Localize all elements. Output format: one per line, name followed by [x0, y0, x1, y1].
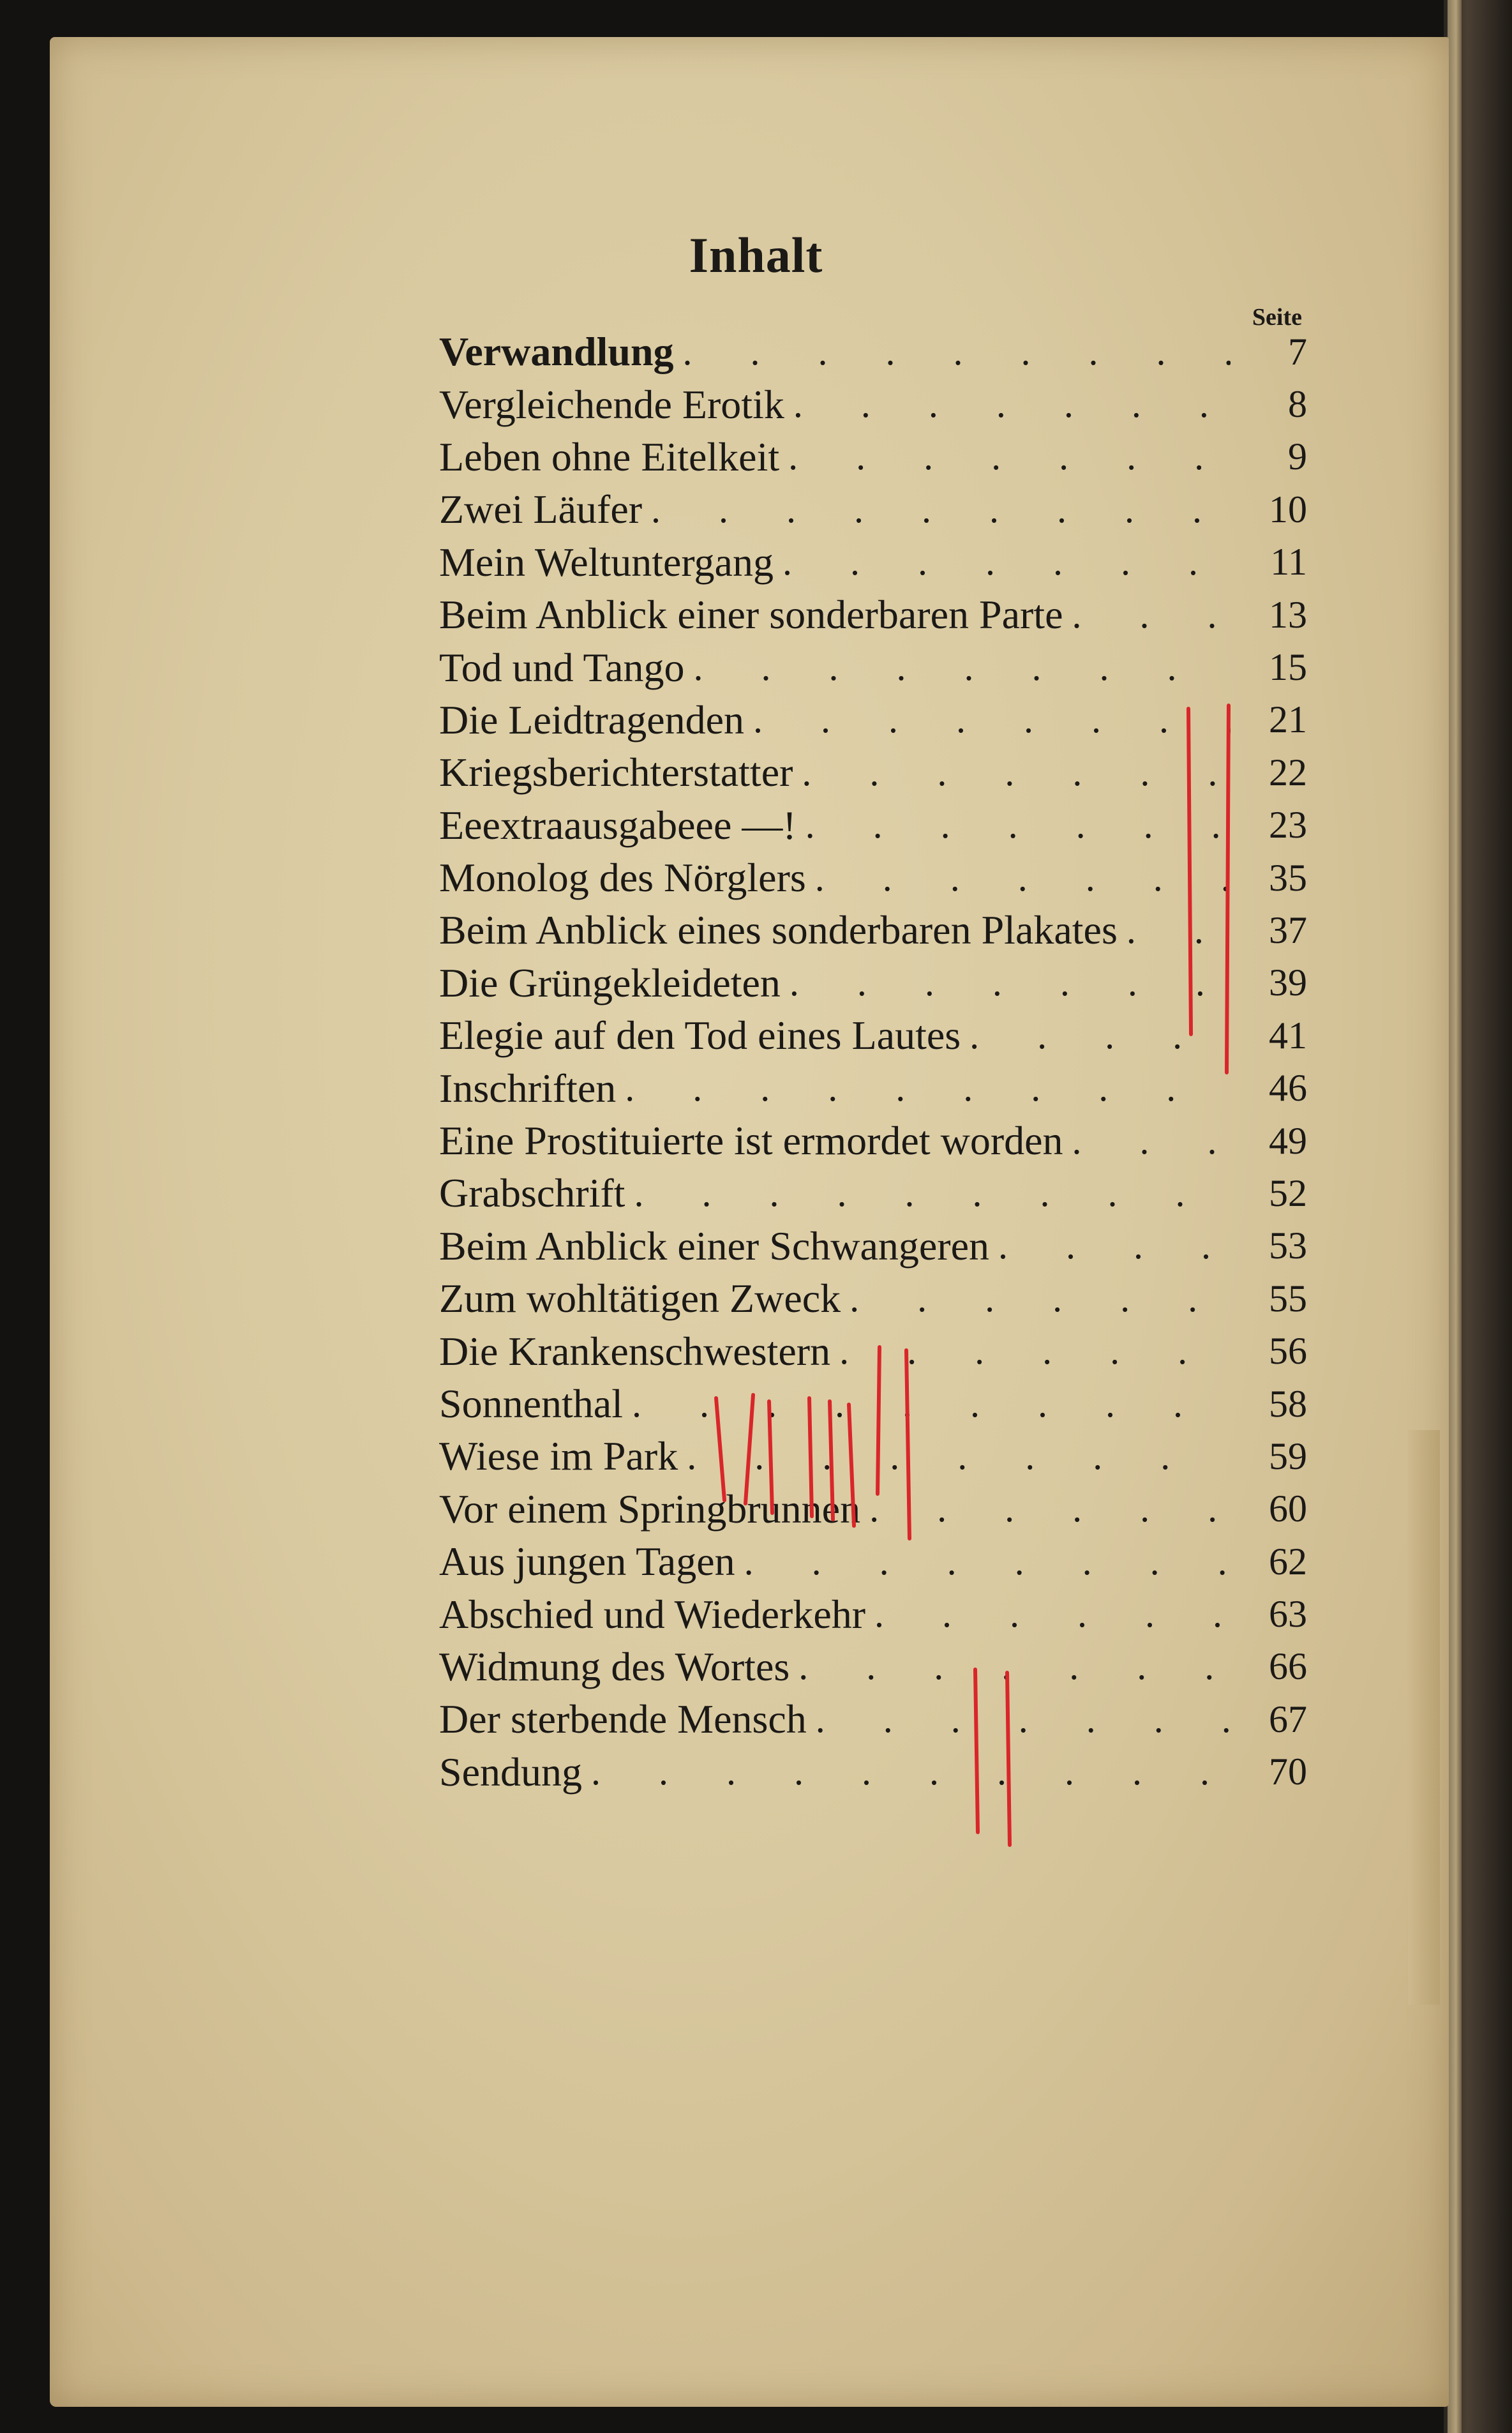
toc-entry-page: 41 [1269, 1014, 1307, 1057]
toc-entry [439, 1378, 1307, 1430]
toc-entry [439, 1535, 1307, 1588]
toc-entry-title: Eine Prostituierte ist ermordet worden [439, 1118, 1063, 1164]
toc-entry-page: 59 [1269, 1435, 1307, 1477]
toc-entry-page: 21 [1269, 698, 1307, 741]
toc-entry [439, 1588, 1307, 1640]
adjacent-page-edge [1448, 0, 1462, 2433]
toc-entry-page: 46 [1269, 1067, 1307, 1110]
toc-entry [439, 536, 1307, 589]
toc-entry-title: Die Grüngekleideten [439, 960, 781, 1006]
dot-leader [687, 1435, 1231, 1479]
toc-entry-page: 7 [1288, 330, 1307, 373]
dot-leader [744, 1540, 1231, 1584]
dot-leader [753, 698, 1231, 742]
toc-entry [439, 1693, 1307, 1745]
toc-entry [439, 1746, 1307, 1798]
toc-entry [439, 1167, 1307, 1219]
toc-entry-title: Elegie auf den Tod eines Lautes [439, 1013, 961, 1058]
toc-entry [439, 1430, 1307, 1482]
toc-entry-title: Verwandlung [439, 329, 674, 375]
toc-entry-page: 11 [1270, 541, 1307, 584]
page-title: Inhalt [689, 227, 823, 283]
toc-entry [439, 641, 1307, 693]
dot-leader [651, 488, 1231, 532]
toc-entry-page: 52 [1269, 1171, 1307, 1214]
toc-entry-page: 70 [1269, 1751, 1307, 1793]
toc-entry-page: 13 [1269, 593, 1307, 636]
toc-entry-page: 35 [1269, 856, 1307, 899]
table-of-contents [439, 326, 1307, 1798]
toc-entry-page: 22 [1269, 751, 1307, 794]
toc-entry [439, 799, 1307, 852]
dot-leader [632, 1382, 1231, 1426]
dot-leader [815, 856, 1231, 900]
dot-leader [998, 1224, 1231, 1268]
toc-entry [439, 378, 1307, 430]
dot-leader [625, 1066, 1231, 1110]
toc-entry-title: Wiese im Park [439, 1433, 678, 1479]
toc-entry [439, 1272, 1307, 1325]
toc-entry [439, 957, 1307, 1009]
dot-leader [816, 1698, 1231, 1742]
toc-entry-page: 67 [1269, 1698, 1307, 1740]
toc-entry-title: Leben ohne Eitelkeit [439, 433, 780, 479]
toc-entry [439, 1325, 1307, 1377]
toc-entry-page: 63 [1269, 1593, 1307, 1636]
page-edge-strip [1408, 1430, 1440, 2005]
toc-entry-title: Sonnenthal [439, 1381, 623, 1426]
toc-entry-title: Vor einem Springbrunnen [439, 1486, 861, 1532]
toc-entry [439, 1009, 1307, 1062]
dot-leader [850, 1277, 1231, 1321]
dot-leader [839, 1329, 1231, 1373]
toc-entry-title: Der sterbende Mensch [439, 1696, 807, 1742]
toc-entry-page: 9 [1288, 435, 1307, 478]
dot-leader [869, 1487, 1231, 1531]
toc-entry-page: 60 [1269, 1488, 1307, 1530]
dot-leader [874, 1592, 1231, 1636]
dot-leader [683, 330, 1231, 374]
toc-entry-title: Monolog des Nörglers [439, 855, 806, 901]
toc-entry [439, 1115, 1307, 1167]
toc-entry-title: Sendung [439, 1749, 582, 1795]
toc-entry-title: Eeextraausgabeee —! [439, 802, 797, 848]
toc-entry-title: Zwei Läufer [439, 486, 643, 532]
toc-entry-title: Beim Anblick eines sonderbaren Plakates [439, 907, 1118, 953]
dot-leader [782, 540, 1231, 584]
dot-leader [694, 645, 1231, 689]
toc-entry [439, 1220, 1307, 1272]
toc-entry-title: Beim Anblick einer Schwangeren [439, 1223, 989, 1269]
toc-entry-page: 15 [1269, 646, 1307, 689]
toc-entry-page: 23 [1269, 804, 1307, 847]
toc-entry [439, 852, 1307, 904]
toc-entry [439, 1062, 1307, 1114]
dot-leader [802, 751, 1231, 795]
toc-entry-title: Widmung des Wortes [439, 1643, 790, 1689]
toc-entry [439, 326, 1307, 378]
toc-entry [439, 589, 1307, 641]
toc-entry-title: Inschriften [439, 1065, 617, 1111]
toc-entry-title: Grabschrift [439, 1170, 625, 1216]
toc-entry-title: Die Krankenschwestern [439, 1328, 831, 1374]
toc-entry-title: Abschied und Wiederkehr [439, 1591, 866, 1637]
toc-entry [439, 904, 1307, 956]
toc-entry [439, 431, 1307, 483]
toc-entry-page: 55 [1269, 1277, 1307, 1320]
toc-entry-page: 39 [1269, 961, 1307, 1004]
toc-entry-page: 56 [1269, 1330, 1307, 1373]
dot-leader [798, 1645, 1231, 1689]
toc-entry-page: 37 [1269, 908, 1307, 951]
toc-entry-page: 8 [1288, 383, 1307, 426]
dot-leader [969, 1014, 1231, 1058]
page-column-label: Seite [1252, 304, 1302, 331]
toc-entry-title: Beim Anblick einer sonderbaren Parte [439, 592, 1063, 638]
toc-entry-title: Vergleichende Erotik [439, 381, 784, 427]
toc-entry-title: Kriegsberichterstatter [439, 749, 793, 795]
toc-entry-title: Zum wohltätigen Zweck [439, 1276, 841, 1322]
dot-leader [1072, 593, 1231, 637]
dot-leader [790, 961, 1231, 1005]
toc-entry [439, 483, 1307, 536]
dot-leader [1072, 1119, 1231, 1163]
toc-entry [439, 746, 1307, 799]
dot-leader [793, 382, 1231, 426]
toc-entry [439, 1641, 1307, 1693]
toc-entry-page: 10 [1269, 488, 1307, 531]
dot-leader [634, 1171, 1231, 1216]
toc-entry-page: 58 [1269, 1382, 1307, 1425]
dot-leader [1127, 908, 1231, 953]
toc-entry [439, 1483, 1307, 1535]
toc-entry-title: Die Leidtragenden [439, 697, 744, 742]
toc-entry-title: Aus jungen Tagen [439, 1539, 735, 1585]
toc-entry-page: 62 [1269, 1540, 1307, 1583]
dot-leader [591, 1750, 1231, 1794]
toc-entry-page: 49 [1269, 1119, 1307, 1162]
toc-entry-title: Mein Weltuntergang [439, 539, 774, 585]
dot-leader [788, 435, 1231, 479]
toc-entry [439, 694, 1307, 746]
dot-leader [805, 803, 1231, 847]
toc-entry-page: 66 [1269, 1645, 1307, 1688]
toc-entry-title: Tod und Tango [439, 644, 685, 690]
toc-entry-page: 53 [1269, 1224, 1307, 1267]
